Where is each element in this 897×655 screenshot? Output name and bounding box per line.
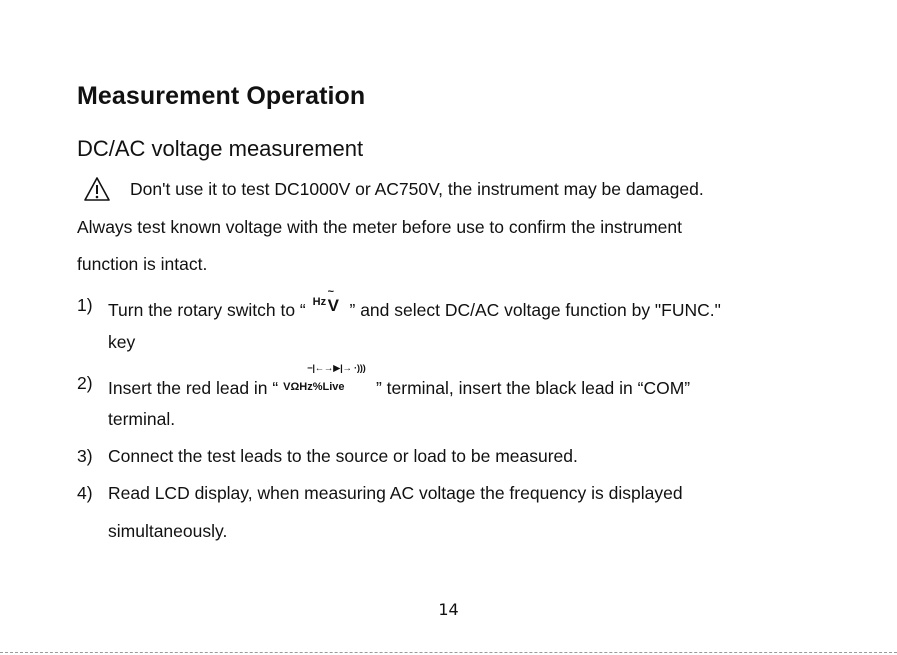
warning-text: Don't use it to test DC1000V or AC750V, the instrument may be damaged. [130, 179, 704, 199]
step-1-post: ” and select DC/AC voltage function by "FUNC." [349, 300, 721, 320]
step-1-text [108, 286, 721, 321]
page-bottom-divider [0, 652, 897, 653]
step-2-text [108, 363, 691, 399]
intro-line-2: function is intact. [77, 254, 208, 274]
step-4-number: 4) [77, 483, 93, 503]
voltage-hz-symbol-icon [311, 286, 345, 316]
terminal-symbol-top: −|←→▶|→ ·))) [307, 363, 366, 374]
step-3-text: Connect the test leads to the source or load to be measured. [108, 446, 578, 466]
step-3-number: 3) [77, 446, 93, 466]
section-heading: DC/AC voltage measurement [77, 136, 364, 161]
input-terminal-symbol-icon [283, 363, 371, 394]
step-1-number: 1) [77, 295, 93, 315]
page-title: Measurement Operation [77, 82, 366, 110]
symbol-tilde-label: ~ [327, 286, 335, 298]
step-2-post: ” terminal, insert the black lead in “COM” [375, 378, 691, 398]
step-4-continuation: simultaneously. [108, 521, 228, 541]
step-4-text: Read LCD display, when measuring AC voltage the frequency is displayed [108, 483, 683, 503]
symbol-v-label: V [327, 296, 339, 315]
step-1-continuation: key [108, 332, 136, 352]
step-2-number: 2) [77, 373, 93, 393]
terminal-symbol-bottom: VΩHz%Live [283, 381, 345, 393]
step-2-pre: Insert the red lead in “ [108, 378, 279, 398]
step-1-pre: Turn the rotary switch to “ [108, 300, 306, 320]
step-2-continuation: terminal. [108, 409, 176, 429]
page-number: 14 [438, 600, 459, 619]
warning-triangle-icon [83, 176, 111, 202]
intro-line-1: Always test known voltage with the meter before use to confirm the instrument [77, 217, 683, 237]
symbol-hz-label: Hz [312, 296, 327, 308]
